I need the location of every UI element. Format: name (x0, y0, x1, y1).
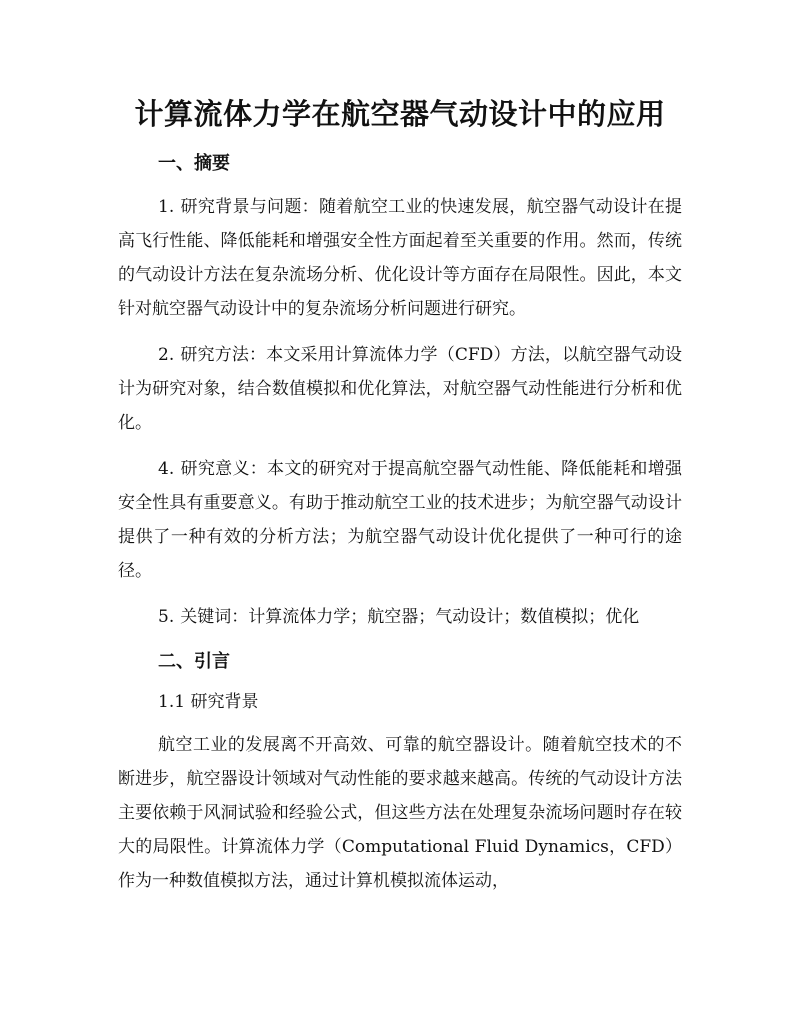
abstract-item-4 (118, 452, 682, 588)
abstract-item-number: 4. (158, 459, 175, 479)
abstract-item-text: 研究意义：本文的研究对于提高航空器气动性能、降低能耗和增强安全性具有重要意义。有助于推动航空工业的技术进步；为航空器气动设计提供了一种有效的分析方法；为航空器气动设计优化提供了一种可行的途径。 (118, 459, 682, 581)
abstract-item-5 (118, 600, 682, 634)
intro-paragraph: 航空工业的发展离不开高效、可靠的航空器设计。随着航空技术的不断进步，航空器设计领域对气动性能的要求越来越高。传统的气动设计方法主要依赖于风洞试验和经验公式，但这些方法在处理复杂流场问题时存在较大的局限性。计算流体力学（Computational Fluid Dynamics，CFD）作为一种数值模拟方法，通过计算机模拟流体运动， (118, 735, 682, 891)
abstract-item-text: 研究背景与问题：随着航空工业的快速发展，航空器气动设计在提高飞行性能、降低能耗和增强安全性方面起着至关重要的作用。然而，传统的气动设计方法在复杂流场分析、优化设计等方面存在局限性。因此，本文针对航空器气动设计中的复杂流场分析问题进行研究。 (118, 197, 682, 319)
abstract-item-1 (118, 190, 682, 326)
abstract-item-text: 研究方法：本文采用计算流体力学（CFD）方法，以航空器气动设计为研究对象，结合数值模拟和优化算法，对航空器气动性能进行分析和优化。 (118, 345, 682, 433)
section-heading-abstract: 一、摘要 (158, 153, 230, 174)
abstract-item-number: 5. (158, 607, 175, 627)
subsection-heading-background: 1.1 研究背景 (158, 692, 259, 712)
abstract-item-number: 1. (158, 197, 175, 217)
abstract-item-2 (118, 338, 682, 440)
section-heading-introduction: 二、引言 (158, 651, 230, 672)
abstract-item-text: 关键词：计算流体力学；航空器；气动设计；数值模拟；优化 (180, 607, 640, 627)
document-title: 计算流体力学在航空器气动设计中的应用 (134, 97, 666, 131)
abstract-item-number: 2. (158, 345, 175, 365)
